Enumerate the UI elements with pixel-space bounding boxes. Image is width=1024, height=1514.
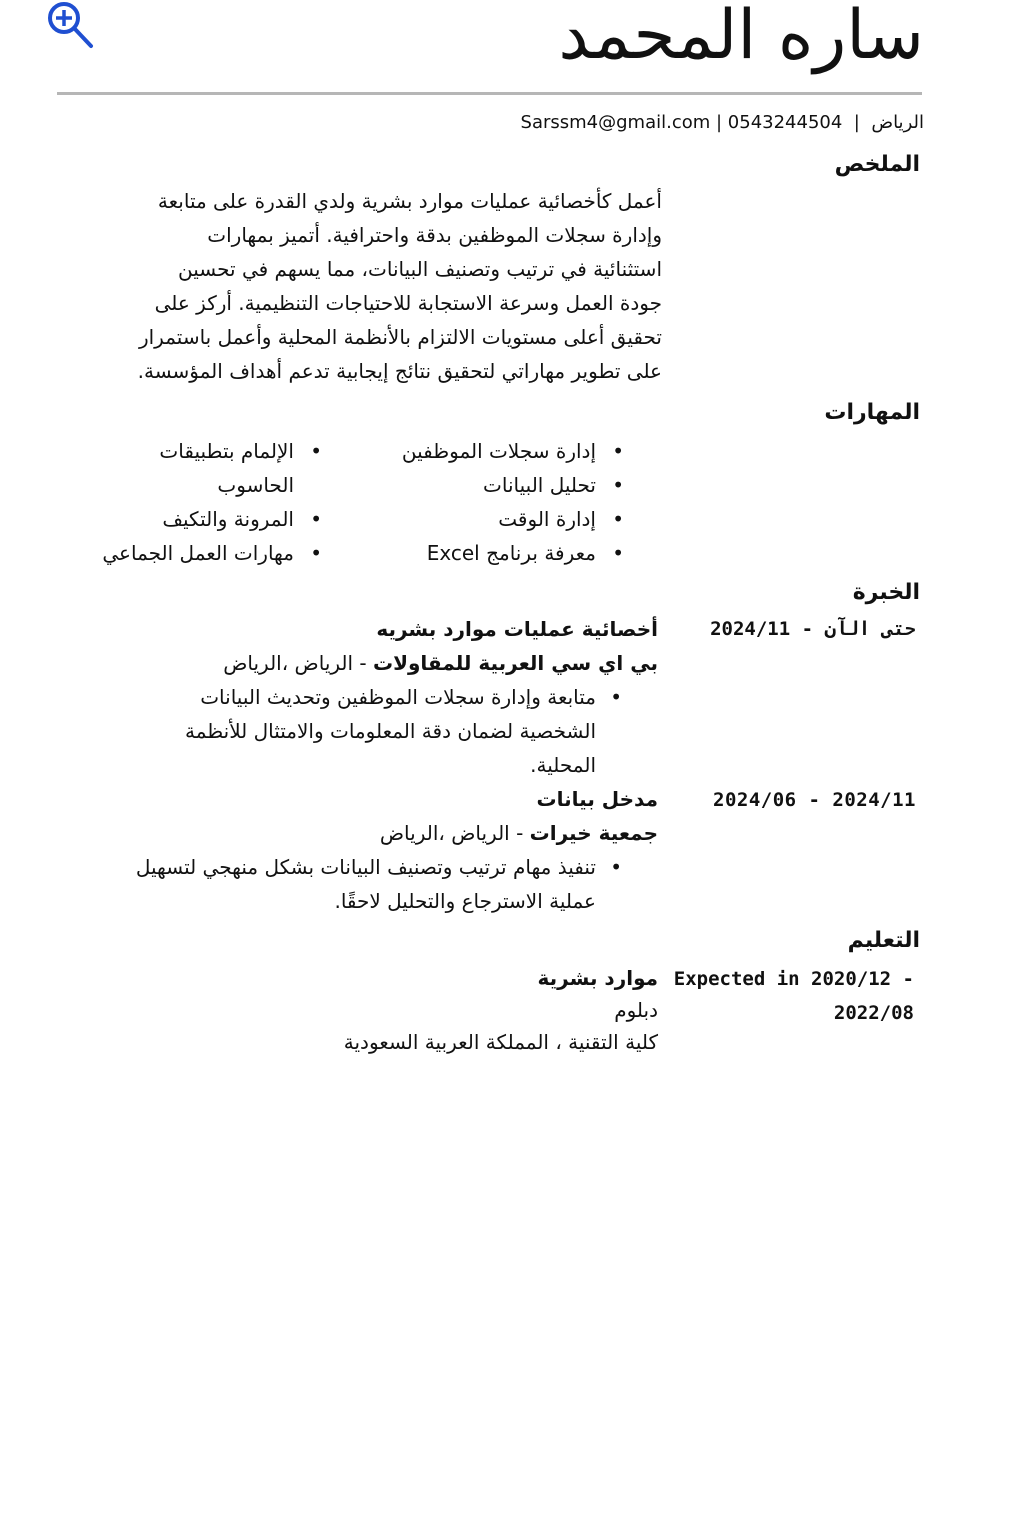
job-entry (58, 782, 658, 918)
skills-list-b (102, 434, 322, 570)
job-date: 2024/06 - 2024/11 (713, 789, 916, 811)
summary-line: على تطوير مهاراتي لتحقيق نتائج إيجابية تدعم أهداف المؤسسة. (137, 359, 662, 383)
skills-heading: المهارات (824, 400, 920, 425)
education-entry (58, 962, 658, 1058)
summary-line: جودة العمل وسرعة الاستجابة للاحتياجات التنظيمية. أركز على (154, 291, 662, 315)
skill-item: • إدارة الوقت (402, 502, 624, 536)
experience-heading: الخبرة (852, 580, 920, 605)
degree-type: دبلوم (614, 998, 658, 1022)
skill-item: • إدارة سجلات الموظفين (402, 434, 624, 468)
contact-city: الرياض (871, 112, 924, 133)
skill-item: • تحليل البيانات (402, 468, 624, 502)
resume-name: ساره المحمد (558, 0, 924, 75)
summary-line: استثنائية في ترتيب وتصنيف البيانات، مما يسهم في تحسين (178, 257, 662, 281)
job-date: 2024/11 - حتى الآن (710, 618, 916, 640)
school-name: كلية التقنية ، المملكة العربية السعودية (343, 1030, 658, 1054)
job-entry (58, 612, 658, 782)
summary-line: تحقيق أعلى مستويات الالتزام بالأنظمة المحلية وأعمل باستمرار (138, 325, 662, 349)
job-duty: • متابعة وإدارة سجلات الموظفين وتحديث البيانات الشخصية لضمان دقة المعلومات والامتثال للأنظمة المحلية. (58, 680, 658, 782)
skills-list-a (402, 434, 624, 570)
skill-item: • الإلمام بتطبيقات الحاسوب (102, 434, 322, 502)
job-title: أخصائية عمليات موارد بشريه (376, 617, 658, 641)
contact-details: Sarssm4@gmail.com | 0543244504 (520, 112, 843, 133)
job-company: جمعية خيرات - الرياض ،الرياض (379, 821, 658, 845)
job-company: بي اي سي العربية للمقاولات - الرياض ،الرياض (223, 651, 658, 675)
skill-item: • المرونة والتكيف (102, 502, 322, 536)
summary-text (62, 184, 662, 388)
skill-item: • معرفة برنامج Excel (402, 536, 624, 570)
summary-heading: الملخص (834, 152, 920, 177)
contact-separator: | (848, 112, 866, 133)
summary-line: وإدارة سجلات الموظفين بدقة واحترافية. أتميز بمهارات (207, 223, 662, 247)
zoom-in-icon[interactable] (44, 0, 100, 56)
job-duty: • تنفيذ مهام ترتيب وتصنيف البيانات بشكل منهجي لتسهيل عملية الاسترجاع والتحليل لاحقًا. (58, 850, 658, 918)
job-duties (58, 850, 658, 918)
header-divider (57, 92, 922, 95)
job-duties (58, 680, 658, 782)
skill-item: • مهارات العمل الجماعي (102, 536, 322, 570)
contact-line (521, 110, 924, 136)
summary-line: أعمل كأخصائية عمليات موارد بشرية ولدي القدرة على متابعة (157, 189, 662, 213)
degree-title: موارد بشرية (537, 966, 658, 990)
education-heading: التعليم (847, 928, 920, 953)
education-date: Expected in 2020/12 - 2022/08 (673, 968, 914, 1024)
job-title: مدخل بيانات (536, 787, 658, 811)
